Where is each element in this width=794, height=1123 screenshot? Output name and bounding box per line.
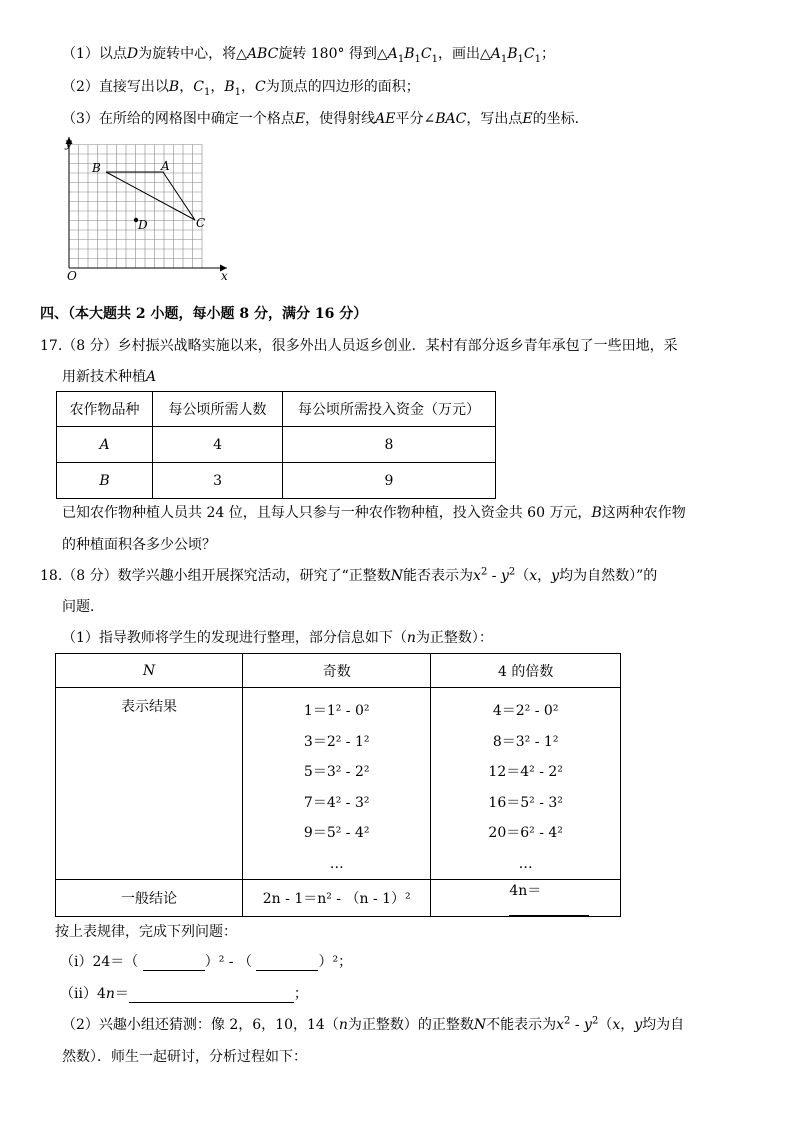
table-row xyxy=(56,880,621,917)
x-axis-label: x xyxy=(221,269,228,283)
rep-odd-item: 5＝3² - 2² xyxy=(303,764,370,780)
q18-last-line: 然数）．师生一起研讨，分析过程如下： xyxy=(62,1049,307,1065)
table-row xyxy=(57,427,496,463)
q17-line1: 17.（8 分）乡村振兴战略实施以来，很多外出人员返乡创业．某村有部分返乡青年承包了一些田地，采 xyxy=(40,338,678,354)
rep-header-four: 4 的倍数 xyxy=(431,654,621,688)
rep-four-item: 20＝6² - 4² xyxy=(488,825,563,841)
rep-general-odd: 2n - 1＝n² - （n - 1）² xyxy=(243,880,431,917)
rep-four-item: 8＝3² - 1² xyxy=(492,733,559,750)
q18-part1: （1）指导教师将学生的发现进行整理，部分信息如下（n为正整数）： xyxy=(62,630,493,646)
crop-cell: B xyxy=(57,463,153,499)
answer-blank[interactable] xyxy=(256,970,318,971)
crop-cell: 8 xyxy=(282,427,495,463)
table-row xyxy=(57,463,496,499)
rep-four-item: … xyxy=(518,855,533,872)
rep-four-item: 12＝4² - 2² xyxy=(488,764,563,780)
rep-odd-item: 3＝2² - 1² xyxy=(303,733,370,750)
label-d: D xyxy=(138,218,148,232)
coordinate-grid-figure xyxy=(55,133,245,283)
section-4-title: 四、（本大题共 2 小题，每小题 8 分，满分 16 分） xyxy=(40,306,368,322)
grid-lines xyxy=(69,145,202,269)
answer-blank[interactable] xyxy=(143,970,205,971)
crop-table-header xyxy=(57,392,496,427)
label-b: B xyxy=(92,161,101,175)
representation-table xyxy=(55,653,621,917)
crop-cell: 4 xyxy=(153,427,283,463)
q18-line2: 问题． xyxy=(62,599,104,615)
rep-general-label: 一般结论 xyxy=(56,880,243,917)
crop-header-funds: 每公顷所需投入资金（万元） xyxy=(282,392,495,427)
crop-cell: 9 xyxy=(282,463,495,499)
q18-sub-ii: （ⅱ）4n＝ ； xyxy=(60,986,308,1002)
q17-line3: 已知农作物种植人员共 24 位，且每人只参与一种农作物种植，投入资金共 60 万元，B这两种农作物 xyxy=(62,505,686,521)
rep-four-item: 4＝2² - 0² xyxy=(492,703,559,719)
q17-line2: 用新技术种植A xyxy=(62,369,157,385)
rep-odd-item: 7＝4² - 3² xyxy=(303,794,370,811)
q18-part2: （2）兴趣小组还猜测：像 2，6，10，14（n为正整数）的正整数N不能表示为$x^2 - y^2(x$，y均为自 xyxy=(62,1015,685,1033)
grid-svg xyxy=(55,133,245,283)
rep-header-n: N xyxy=(56,654,243,688)
q18-line1: 18.（8 分）数学兴趣小组开展探究活动，研究了“正整数N能否表示为$x^2 - y^2(x$，y均为自然数）”的 xyxy=(40,566,658,584)
label-a: A xyxy=(161,159,170,173)
crop-table xyxy=(56,391,496,499)
crop-header-people: 每公顷所需人数 xyxy=(153,392,283,427)
label-c: C xyxy=(196,216,206,230)
table-row xyxy=(56,688,621,880)
crop-cell: A xyxy=(57,427,153,463)
rep-general-four: 4n＝ xyxy=(431,880,621,917)
rep-odd-item: … xyxy=(329,855,344,872)
rep-odd-list xyxy=(243,688,431,880)
crop-cell: 3 xyxy=(153,463,283,499)
q17-line4: 的种植面积各多少公顷？ xyxy=(62,537,216,553)
rep-header-odd: 奇数 xyxy=(243,654,431,688)
rep-row-label: 表示结果 xyxy=(56,688,243,880)
q18-sub-i: （ⅰ）24＝（ ）² - （ ）²； xyxy=(60,954,353,970)
rep-table-header xyxy=(56,654,621,688)
rep-four-list xyxy=(431,688,621,880)
answer-blank[interactable] xyxy=(129,1002,294,1003)
q16-part1: （1）以点D为旋转中心，将△ABC旋转 180° 得到$\triangle A_1B_1C_1$，画出$\triangle A_1B_1C_1$； xyxy=(62,46,556,65)
q16-part2: （2）直接写出以B，$C_1$，$B_1$，C为顶点的四边形的面积； xyxy=(62,79,420,98)
rep-odd-item: 9＝5² - 4² xyxy=(303,825,370,841)
y-axis-label: y xyxy=(65,136,72,150)
crop-header-variety: 农作物品种 xyxy=(57,392,153,427)
answer-blank[interactable] xyxy=(509,915,589,916)
rep-odd-item: 1＝1² - 0² xyxy=(303,703,370,719)
rep-four-item: 16＝5² - 3² xyxy=(488,794,563,811)
origin-label: O xyxy=(67,269,77,283)
q18-instruction: 按上表规律，完成下列问题： xyxy=(55,924,237,940)
q16-part3: （3）在所给的网格图中确定一个格点E，使得射线AE平分∠BAC，写出点E的坐标. xyxy=(62,111,580,127)
triangle-abc xyxy=(106,172,195,220)
